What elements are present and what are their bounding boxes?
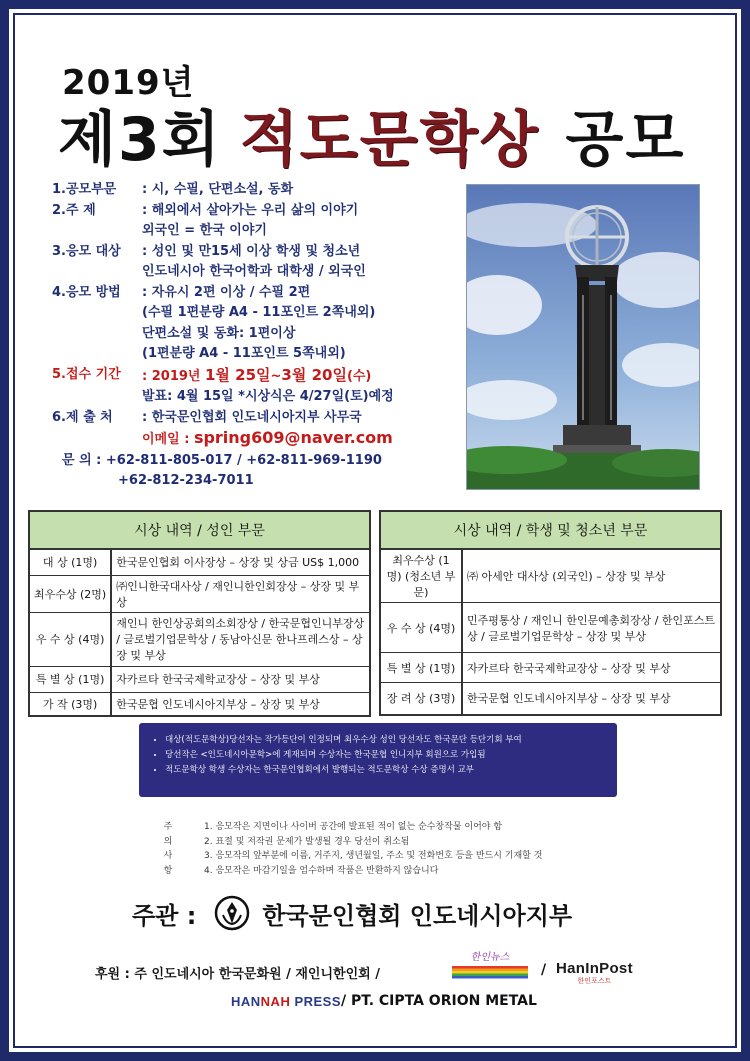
period-suffix: (수)	[346, 368, 372, 384]
hannah-logo-part: HAN	[231, 993, 261, 1009]
table-row	[380, 683, 721, 715]
sponsor-text-2: / PT. CIPTA ORION METAL	[341, 993, 537, 1009]
host-label: 주관 :	[132, 901, 197, 930]
haninpost-logo-text: HanInPost	[556, 960, 633, 977]
info-value: : 자유시 2편 이상 / 수필 2편	[142, 284, 311, 300]
award-rank: 가 작 (3명)	[29, 692, 111, 716]
contest-info	[52, 180, 472, 492]
phone-label: 문 의 :	[62, 452, 106, 468]
adult-table-header: 시상 내역 / 성인 부문	[29, 511, 370, 549]
caution-item: 3. 응모작의 앞부분에 이름, 거주지, 생년월일, 주소 및 전화번호 등을 반드시 기재할 것	[204, 851, 543, 861]
table-row	[380, 603, 721, 653]
info-continuation: 단편소설 및 동화: 1편이상	[142, 325, 296, 341]
period-end: 3월 20일	[281, 365, 347, 384]
phone-line-2: +62-812-234-7011	[118, 473, 254, 488]
email-line	[142, 428, 472, 451]
year-heading: 2019년	[62, 63, 195, 103]
hannah-press-logo	[231, 994, 341, 1009]
sponsor-text: 후원 : 주 인도네시아 한국문화원 / 재인니한인회 /	[95, 967, 380, 982]
host-name: 한국문인협회 인도네시아지부	[262, 901, 573, 930]
email-link[interactable]: spring609@naver.com	[193, 428, 393, 447]
youth-table-header: 시상 내역 / 학생 및 청소년 부문	[380, 511, 721, 549]
table-row	[29, 666, 370, 692]
award-rank: 장 려 상 (3명)	[380, 683, 462, 715]
monument-photo	[466, 184, 700, 490]
info-continuation: 인도네시아 한국어학과 대학생 / 외국인	[142, 264, 366, 279]
table-row	[380, 549, 721, 603]
info-continuation: (1편분량 A4 - 11포인트 5쪽내외)	[142, 346, 346, 361]
title-edition: 제3회	[58, 105, 222, 175]
award-prize: 한국문협 인도네시아지부상 – 상장 및 부상	[111, 692, 370, 716]
hannah-logo-part: PRESS	[290, 993, 342, 1009]
notice-item: • 적도문학상 학생 수상자는 한국문인협회에서 발행되는 적도문학상 수상 증명서 교부	[165, 763, 603, 778]
period-prefix: : 2019년	[142, 368, 205, 384]
table-row	[29, 612, 370, 666]
info-value: : 한국문인협회 인도네시아지부 사무국	[142, 409, 362, 425]
award-prize: 한국문협 인도네시아지부상 – 상장 및 부상	[462, 683, 721, 715]
period-start: 1월 25일	[205, 365, 271, 384]
notice-item: • 대상(적도문학상)당선자는 작가등단이 인정되며 최우수상 성인 당선자도 한국문단 등단기회 부여	[165, 733, 603, 748]
award-rank: 우 수 상 (4명)	[380, 603, 462, 653]
table-row	[29, 575, 370, 612]
title-award: 적도문학상	[239, 105, 540, 175]
hannah-logo-part: NAH	[260, 993, 291, 1009]
caution-item: 1. 응모작은 지면이나 사이버 공간에 발표된 적이 없는 순수창작물 이어야 함	[204, 822, 503, 832]
award-rank: 대 상 (1명)	[29, 549, 111, 575]
award-rank: 특 별 상 (1명)	[29, 666, 111, 692]
award-rank: 최우수상 (2명)	[29, 575, 111, 612]
info-continuation: 발표: 4월 15일 *시상식은 4/27일(토)예정	[142, 389, 394, 404]
award-prize: ㈜ 아세안 대사상 (외국인) – 상장 및 부상	[462, 549, 721, 603]
adult-awards-table	[28, 510, 371, 717]
sponsor-line-2	[231, 993, 537, 1009]
caution-char: 주	[163, 822, 173, 832]
award-prize: 민주평통상 / 재인니 한인문예총회장상 / 한인포스트상 / 글로벌기업문학상 – 상장 및 부상	[462, 603, 721, 653]
caution-side-label	[160, 820, 176, 878]
info-value: : 성인 및 만15세 이상 학생 및 청소년	[142, 243, 361, 259]
title-call: 공모	[565, 105, 686, 175]
caution-item: 4. 응모작은 마감기일을 엄수하며 작품은 반환하지 않습니다	[204, 865, 439, 876]
info-value: : 해외에서 살아가는 우리 삶의 이야기	[142, 202, 359, 218]
award-prize: 한국문인협회 이사장상 – 상장 및 상금 US$ 1,000	[111, 549, 370, 575]
sponsor-line	[95, 963, 380, 982]
info-label: 4.응모 방법	[52, 284, 121, 300]
notice-item: • 당선작은 <인도네시아문학>에 게재되며 수상자는 한국문협 인니지부 회원으로 가입됨	[165, 748, 603, 763]
sponsor-separator: /	[541, 962, 547, 978]
info-label: 3.응모 대상	[52, 243, 121, 259]
award-rank: 최우수상 (1명) (청소년 부문)	[380, 549, 462, 603]
award-prize: 자카르타 한국국제학교장상 – 상장 및 부상	[111, 666, 370, 692]
rainbow-logo-icon	[452, 966, 528, 980]
info-value: : 시, 수필, 단편소설, 동화	[142, 182, 294, 197]
caution-char: 의	[163, 836, 173, 847]
phone-numbers: +62-811-805-017 / +62-811-969-1190	[105, 452, 382, 468]
info-label: 1.공모부문	[52, 182, 117, 197]
caution-char: 사	[163, 851, 173, 861]
table-row	[29, 549, 370, 575]
table-row	[29, 692, 370, 716]
hanin-news-logo-text: 한인뉴스	[470, 952, 510, 963]
info-label: 6.제 출 처	[52, 409, 113, 425]
haninpost-logo-sub: 한인포스트	[577, 977, 612, 985]
caution-char: 항	[163, 865, 173, 876]
info-continuation: (수필 1편분량 A4 - 11포인트 2쪽내외)	[142, 305, 376, 320]
caution-list	[204, 820, 542, 878]
award-prize: ㈜인니한국대사상 / 재인니한인회장상 – 상장 및 부상	[111, 575, 370, 612]
phone-line	[62, 451, 472, 472]
award-rank: 특 별 상 (1명)	[380, 653, 462, 683]
info-label: 5.접수 기간	[52, 366, 121, 382]
hanin-news-logo	[452, 948, 528, 984]
award-rank: 우 수 상 (4명)	[29, 612, 111, 666]
equator-monument-image	[467, 185, 699, 489]
caution-item: 2. 표절 및 저작권 문제가 발생될 경우 당선이 취소됨	[204, 836, 410, 847]
email-label: 이메일 :	[142, 432, 194, 447]
youth-awards-table	[379, 510, 722, 716]
writers-association-logo-icon	[214, 895, 250, 931]
award-prize: 재인니 한인상공회의소회장상 / 한국문협인니부장상 / 글로벌기업문학상 / 동남아신문 한나프레스상 – 상장 및 부상	[111, 612, 370, 666]
host-line	[132, 895, 572, 931]
award-prize: 자카르타 한국국제학교장상 – 상장 및 부상	[462, 653, 721, 683]
table-row	[380, 653, 721, 683]
notice-box	[139, 723, 617, 797]
poster-title	[58, 92, 685, 178]
info-continuation: 외국인 = 한국 이야기	[142, 223, 267, 238]
period-sep: ~	[270, 368, 282, 384]
info-label: 2.주 제	[52, 202, 96, 218]
info-value	[142, 365, 371, 388]
haninpost-logo	[556, 960, 633, 986]
